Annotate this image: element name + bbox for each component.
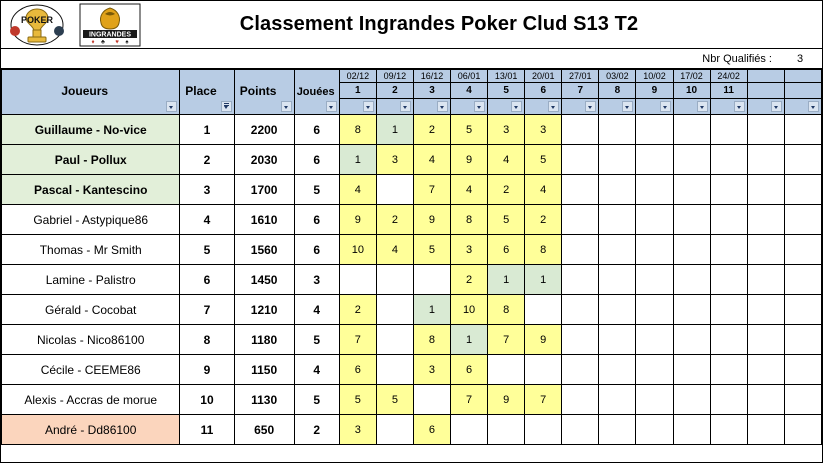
- filter-arrow-icon-t12[interactable]: [771, 101, 782, 112]
- tournament-number: 6: [525, 83, 562, 99]
- player-score: 1: [413, 295, 450, 325]
- player-name: Nicolas - Nico86100: [2, 325, 180, 355]
- player-name: Pascal - Kantescino: [2, 175, 180, 205]
- svg-text:♣: ♣: [100, 39, 105, 45]
- qualified-row: [1, 49, 822, 69]
- player-score: [673, 175, 710, 205]
- player-place: 1: [180, 115, 234, 145]
- player-score: 1: [376, 115, 413, 145]
- player-score: [599, 205, 636, 235]
- player-score: [376, 295, 413, 325]
- player-score: [784, 145, 821, 175]
- filter-arrow-icon-t9[interactable]: [660, 101, 671, 112]
- player-score: [784, 385, 821, 415]
- player-place: 3: [180, 175, 234, 205]
- player-score: [599, 175, 636, 205]
- player-jouees: 2: [294, 415, 339, 445]
- player-score: [747, 235, 784, 265]
- player-place: 4: [180, 205, 234, 235]
- player-score: 2: [525, 205, 562, 235]
- player-jouees: 6: [294, 115, 339, 145]
- table-row: [2, 295, 822, 325]
- tournament-number: 11: [710, 83, 747, 99]
- player-score: [599, 265, 636, 295]
- player-score: 5: [525, 145, 562, 175]
- player-jouees: 5: [294, 175, 339, 205]
- player-place: 7: [180, 295, 234, 325]
- player-score: 8: [451, 205, 488, 235]
- filter-arrow-icon-t1[interactable]: [363, 101, 374, 112]
- player-jouees: 4: [294, 295, 339, 325]
- player-score: [413, 265, 450, 295]
- player-score: [562, 205, 599, 235]
- player-score: [747, 415, 784, 445]
- table-row: [2, 235, 822, 265]
- table-row: [2, 145, 822, 175]
- player-points: 2200: [234, 115, 294, 145]
- player-score: 3: [413, 355, 450, 385]
- player-score: [599, 325, 636, 355]
- player-score: 5: [488, 205, 525, 235]
- tournament-date: 02/12: [339, 70, 376, 83]
- filter-cell[interactable]: [784, 99, 821, 115]
- tournament-date: 13/01: [488, 70, 525, 83]
- filter-cell[interactable]: [525, 99, 562, 115]
- table-row: [2, 415, 822, 445]
- filter-arrow-icon-joueurs[interactable]: [166, 101, 177, 112]
- filter-arrow-icon-place[interactable]: [221, 101, 232, 112]
- player-score: [636, 295, 673, 325]
- player-score: [599, 115, 636, 145]
- player-score: [562, 175, 599, 205]
- player-score: 6: [413, 415, 450, 445]
- player-score: [673, 415, 710, 445]
- filter-cell[interactable]: [673, 99, 710, 115]
- player-jouees: 6: [294, 235, 339, 265]
- player-score: [710, 295, 747, 325]
- tournament-date: [747, 70, 784, 83]
- player-score: 7: [413, 175, 450, 205]
- player-score: 4: [451, 175, 488, 205]
- player-score: 2: [376, 205, 413, 235]
- player-points: 650: [234, 415, 294, 445]
- player-score: [784, 205, 821, 235]
- player-place: 11: [180, 415, 234, 445]
- player-score: [599, 355, 636, 385]
- tournament-number: 5: [488, 83, 525, 99]
- player-score: [562, 145, 599, 175]
- filter-cell[interactable]: [599, 99, 636, 115]
- tournament-number: 9: [636, 83, 673, 99]
- filter-arrow-icon-points[interactable]: [281, 101, 292, 112]
- player-score: 8: [339, 115, 376, 145]
- page-title: Classement Ingrandes Poker Clud S13 T2: [239, 13, 639, 35]
- player-name: Alexis - Accras de morue: [2, 385, 180, 415]
- player-score: [376, 325, 413, 355]
- player-score: 9: [339, 205, 376, 235]
- player-points: 1560: [234, 235, 294, 265]
- player-score: [784, 235, 821, 265]
- player-score: [376, 355, 413, 385]
- player-score: [562, 265, 599, 295]
- col-header-place[interactable]: [180, 70, 234, 115]
- player-score: [413, 385, 450, 415]
- player-score: 5: [413, 235, 450, 265]
- filter-arrow-icon-t11[interactable]: [734, 101, 745, 112]
- filter-arrow-icon-jouees[interactable]: [326, 101, 337, 112]
- player-score: 2: [488, 175, 525, 205]
- filter-cell[interactable]: [747, 99, 784, 115]
- player-score: 5: [376, 385, 413, 415]
- player-score: [784, 175, 821, 205]
- player-score: [747, 355, 784, 385]
- player-score: 8: [525, 235, 562, 265]
- svg-text:♠: ♠: [125, 39, 129, 45]
- player-score: [599, 295, 636, 325]
- player-score: 9: [413, 205, 450, 235]
- player-points: 1450: [234, 265, 294, 295]
- player-score: [376, 265, 413, 295]
- player-score: [636, 325, 673, 355]
- player-score: [784, 415, 821, 445]
- filter-cell[interactable]: [562, 99, 599, 115]
- player-score: [747, 175, 784, 205]
- player-score: [562, 295, 599, 325]
- player-jouees: 4: [294, 355, 339, 385]
- ingrandes-club-logo: [79, 3, 141, 47]
- table-body: [2, 115, 822, 445]
- col-header-points[interactable]: [234, 70, 294, 115]
- player-score: 3: [339, 415, 376, 445]
- tournament-date: 09/12: [376, 70, 413, 83]
- player-jouees: 3: [294, 265, 339, 295]
- header-row-dates: [2, 70, 822, 83]
- player-score: 4: [525, 175, 562, 205]
- player-score: [710, 355, 747, 385]
- player-score: [562, 235, 599, 265]
- player-place: 2: [180, 145, 234, 175]
- player-score: 6: [339, 355, 376, 385]
- player-name: Guillaume - No-vice: [2, 115, 180, 145]
- tournament-date: 17/02: [673, 70, 710, 83]
- player-score: [562, 385, 599, 415]
- player-score: 4: [339, 175, 376, 205]
- player-score: [710, 265, 747, 295]
- table-row: [2, 355, 822, 385]
- player-score: [636, 205, 673, 235]
- player-score: [525, 415, 562, 445]
- player-score: [710, 175, 747, 205]
- filter-cell[interactable]: [710, 99, 747, 115]
- player-score: [636, 415, 673, 445]
- player-points: 1130: [234, 385, 294, 415]
- col-header-joueurs-label: Joueurs: [61, 84, 109, 99]
- svg-text:INGRANDES: INGRANDES: [88, 31, 131, 38]
- tournament-date: [784, 70, 821, 83]
- tournament-date: 16/12: [413, 70, 450, 83]
- player-score: [747, 265, 784, 295]
- player-name: Thomas - Mr Smith: [2, 235, 180, 265]
- player-score: [710, 415, 747, 445]
- player-score: 2: [451, 265, 488, 295]
- player-jouees: 5: [294, 325, 339, 355]
- player-score: 4: [413, 145, 450, 175]
- table-row: [2, 325, 822, 355]
- player-score: [673, 235, 710, 265]
- player-score: 9: [451, 145, 488, 175]
- player-place: 9: [180, 355, 234, 385]
- tournament-date: 10/02: [636, 70, 673, 83]
- player-score: [451, 415, 488, 445]
- player-score: [747, 145, 784, 175]
- player-score: [673, 385, 710, 415]
- filter-arrow-icon-t5[interactable]: [511, 101, 522, 112]
- player-score: [747, 295, 784, 325]
- filter-cell[interactable]: [488, 99, 525, 115]
- svg-text:POKER: POKER: [21, 14, 54, 25]
- player-score: [784, 295, 821, 325]
- player-score: [636, 385, 673, 415]
- player-score: 1: [451, 325, 488, 355]
- tournament-number: 10: [673, 83, 710, 99]
- player-score: 5: [451, 115, 488, 145]
- player-score: [710, 235, 747, 265]
- player-score: [710, 205, 747, 235]
- player-score: 3: [451, 235, 488, 265]
- player-score: 4: [376, 235, 413, 265]
- table-row: [2, 115, 822, 145]
- player-score: [488, 355, 525, 385]
- player-score: [673, 355, 710, 385]
- player-place: 5: [180, 235, 234, 265]
- table-row: [2, 385, 822, 415]
- player-jouees: 5: [294, 385, 339, 415]
- table-row: [2, 205, 822, 235]
- ranking-table: [1, 69, 822, 445]
- tournament-number: 4: [451, 83, 488, 99]
- player-name: Gabriel - Astypique86: [2, 205, 180, 235]
- player-score: 1: [525, 265, 562, 295]
- player-score: [636, 235, 673, 265]
- player-score: [747, 205, 784, 235]
- player-score: [376, 415, 413, 445]
- player-score: [636, 265, 673, 295]
- player-score: [562, 115, 599, 145]
- player-score: [599, 235, 636, 265]
- player-score: [562, 325, 599, 355]
- player-place: 8: [180, 325, 234, 355]
- col-header-points-label: Points: [239, 84, 277, 99]
- table-row: [2, 175, 822, 205]
- player-score: 4: [488, 145, 525, 175]
- tournament-number: [747, 83, 784, 99]
- player-points: 1610: [234, 205, 294, 235]
- player-score: 7: [339, 325, 376, 355]
- player-score: [673, 145, 710, 175]
- player-score: 7: [525, 385, 562, 415]
- player-score: [599, 385, 636, 415]
- player-score: [636, 145, 673, 175]
- col-header-joueurs[interactable]: [2, 70, 180, 115]
- player-score: [673, 205, 710, 235]
- qualified-value: 3: [796, 52, 804, 65]
- player-score: [673, 265, 710, 295]
- player-score: [636, 115, 673, 145]
- tournament-number: 1: [339, 83, 376, 99]
- player-place: 10: [180, 385, 234, 415]
- player-points: 1210: [234, 295, 294, 325]
- player-score: [784, 265, 821, 295]
- tournament-number: 3: [413, 83, 450, 99]
- player-score: [525, 295, 562, 325]
- player-score: 6: [451, 355, 488, 385]
- player-name: Cécile - CEEME86: [2, 355, 180, 385]
- filter-arrow-icon-t6[interactable]: [548, 101, 559, 112]
- player-points: 1700: [234, 175, 294, 205]
- poker-club-logo: [6, 3, 68, 47]
- tournament-date: 24/02: [710, 70, 747, 83]
- player-score: 7: [488, 325, 525, 355]
- player-points: 1150: [234, 355, 294, 385]
- player-score: [710, 115, 747, 145]
- player-score: [599, 415, 636, 445]
- filter-cell[interactable]: [451, 99, 488, 115]
- table-row: [2, 265, 822, 295]
- player-jouees: 6: [294, 205, 339, 235]
- player-name: Gérald - Cocobat: [2, 295, 180, 325]
- filter-cell[interactable]: [339, 99, 376, 115]
- player-points: 2030: [234, 145, 294, 175]
- player-score: [636, 175, 673, 205]
- player-score: [710, 325, 747, 355]
- player-points: 1180: [234, 325, 294, 355]
- player-name: Lamine - Palistro: [2, 265, 180, 295]
- player-score: 3: [488, 115, 525, 145]
- filter-arrow-icon-t8[interactable]: [622, 101, 633, 112]
- player-score: [710, 385, 747, 415]
- filter-arrow-icon-t4[interactable]: [474, 101, 485, 112]
- player-score: [488, 415, 525, 445]
- col-header-place-label: Place: [185, 84, 217, 99]
- player-score: [784, 355, 821, 385]
- filter-arrow-icon-t2[interactable]: [400, 101, 411, 112]
- player-score: 1: [339, 145, 376, 175]
- player-score: 9: [488, 385, 525, 415]
- qualified-label: Nbr Qualifiés :: [702, 52, 772, 65]
- player-score: [673, 325, 710, 355]
- player-score: [376, 175, 413, 205]
- player-score: [784, 325, 821, 355]
- tournament-number: 8: [599, 83, 636, 99]
- player-score: [673, 115, 710, 145]
- player-score: [747, 115, 784, 145]
- player-name: André - Dd86100: [2, 415, 180, 445]
- player-score: 8: [413, 325, 450, 355]
- player-score: 2: [413, 115, 450, 145]
- player-score: 1: [488, 265, 525, 295]
- filter-arrow-icon-t13[interactable]: [808, 101, 819, 112]
- player-score: 7: [451, 385, 488, 415]
- filter-arrow-icon-t3[interactable]: [437, 101, 448, 112]
- player-score: 10: [451, 295, 488, 325]
- tournament-date: 03/02: [599, 70, 636, 83]
- player-score: [562, 415, 599, 445]
- player-jouees: 6: [294, 145, 339, 175]
- svg-text:♥: ♥: [114, 39, 119, 45]
- player-score: 6: [488, 235, 525, 265]
- player-score: [673, 295, 710, 325]
- svg-text:♦: ♦: [91, 39, 95, 45]
- player-score: [339, 265, 376, 295]
- player-score: [636, 355, 673, 385]
- player-score: [784, 115, 821, 145]
- col-header-jouees-label: Jouées: [296, 85, 335, 98]
- player-score: [599, 145, 636, 175]
- player-score: 9: [525, 325, 562, 355]
- player-name: Paul - Pollux: [2, 145, 180, 175]
- player-score: 10: [339, 235, 376, 265]
- tournament-number: 7: [562, 83, 599, 99]
- player-score: [562, 355, 599, 385]
- player-score: 5: [339, 385, 376, 415]
- player-score: [747, 325, 784, 355]
- tournament-number: [784, 83, 821, 99]
- logo-cell: [1, 1, 146, 48]
- player-score: [710, 145, 747, 175]
- player-score: 3: [525, 115, 562, 145]
- tournament-date: 06/01: [451, 70, 488, 83]
- col-header-jouees[interactable]: [294, 70, 339, 115]
- player-score: 2: [339, 295, 376, 325]
- filter-arrow-icon-t10[interactable]: [697, 101, 708, 112]
- tournament-number: 2: [376, 83, 413, 99]
- tournament-date: 20/01: [525, 70, 562, 83]
- player-score: [747, 385, 784, 415]
- player-place: 6: [180, 265, 234, 295]
- player-score: [525, 355, 562, 385]
- player-score: 8: [488, 295, 525, 325]
- title-bar: [1, 1, 822, 49]
- filter-cell[interactable]: [376, 99, 413, 115]
- filter-arrow-icon-t7[interactable]: [585, 101, 596, 112]
- player-score: 3: [376, 145, 413, 175]
- filter-cell[interactable]: [413, 99, 450, 115]
- tournament-date: 27/01: [562, 70, 599, 83]
- filter-cell[interactable]: [636, 99, 673, 115]
